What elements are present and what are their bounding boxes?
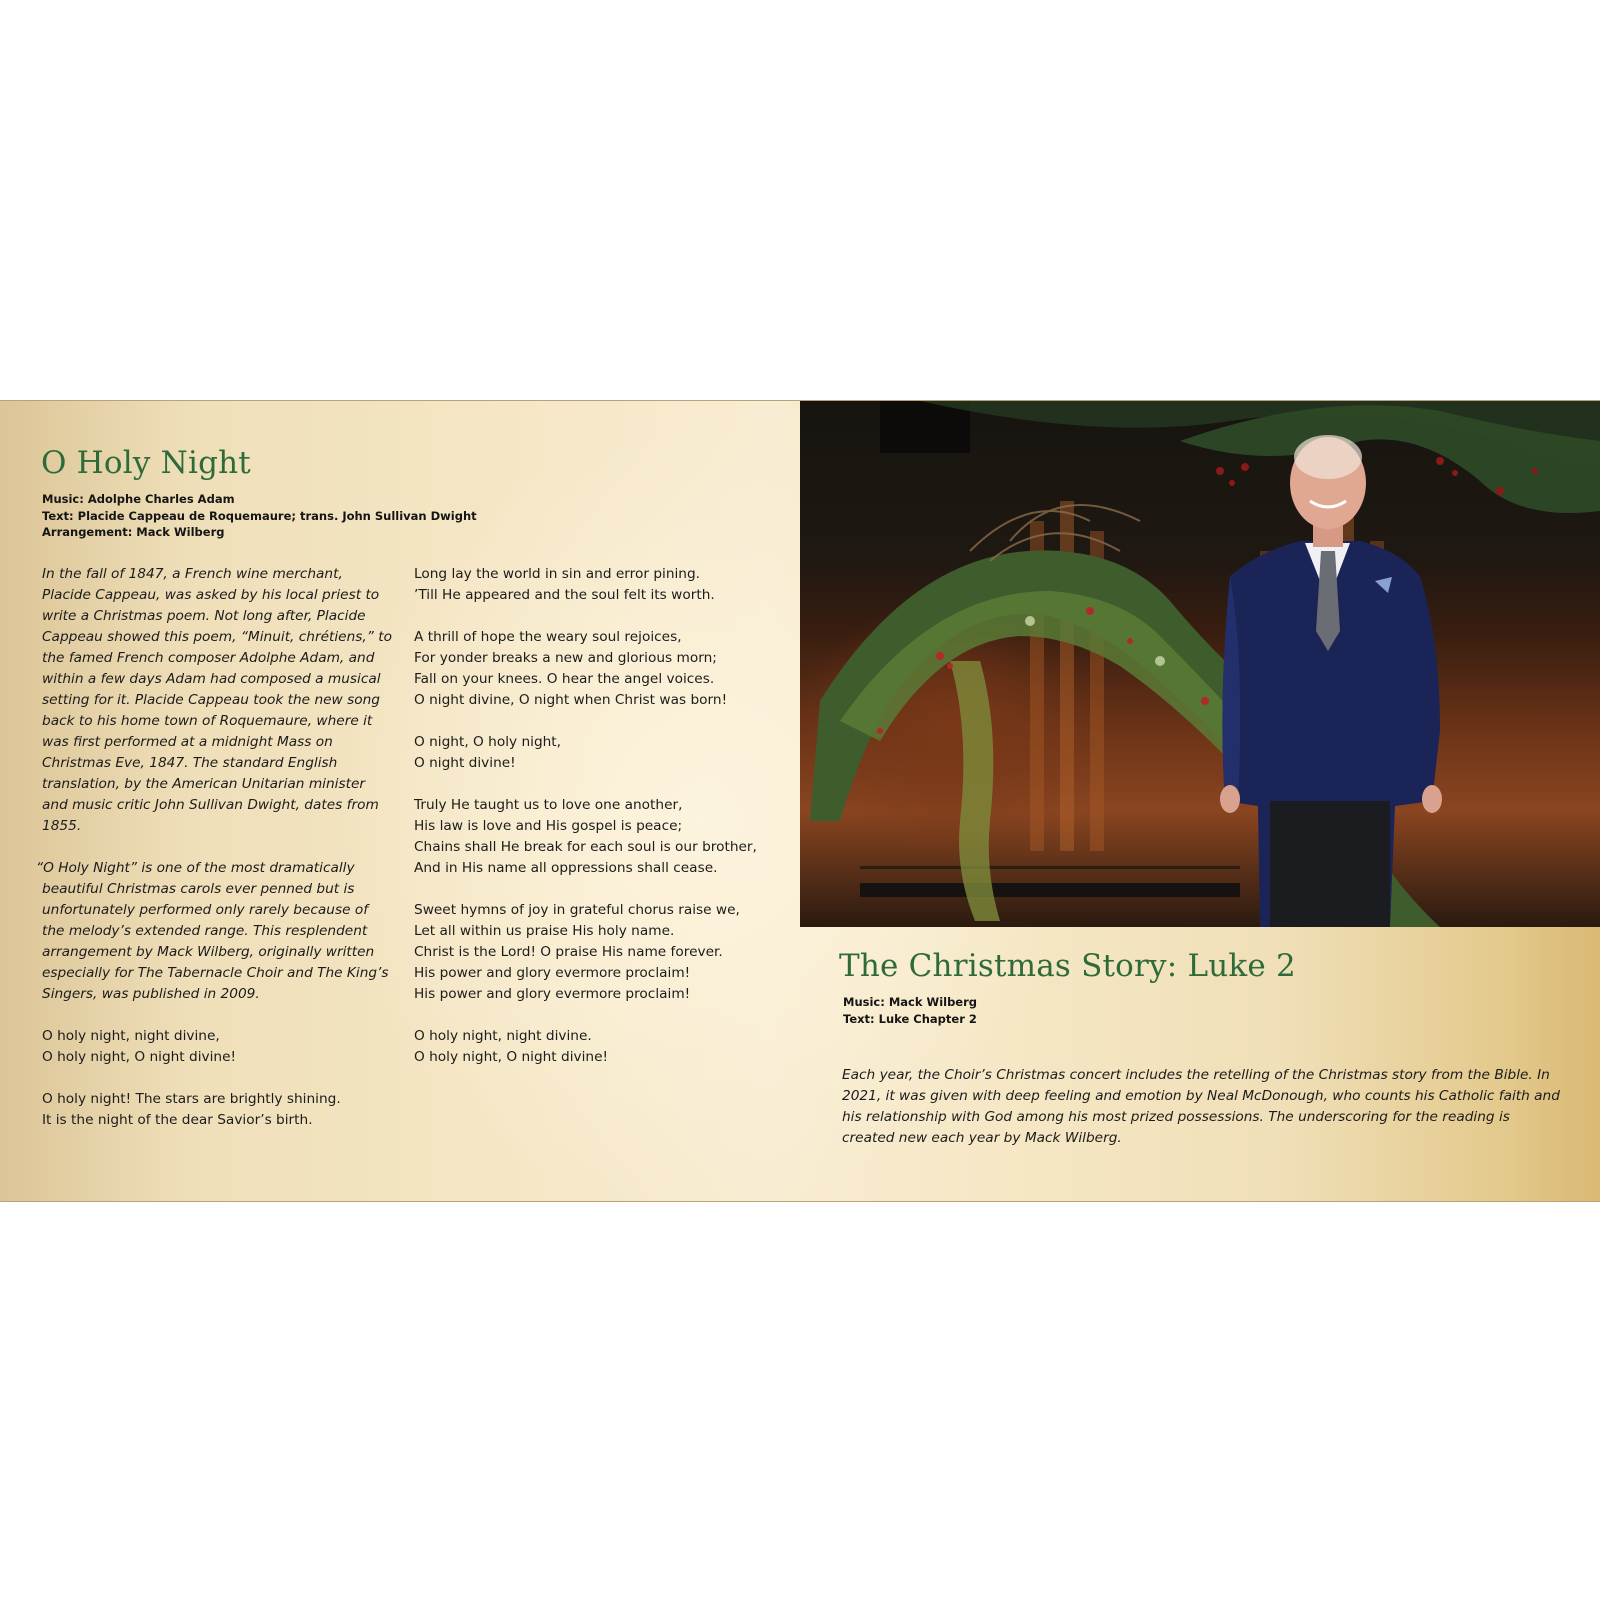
lyric-line: Let all within us praise His holy name. <box>414 923 675 939</box>
lyrics-column-right <box>414 564 774 1089</box>
lyric-line: O holy night, night divine. <box>414 1028 592 1044</box>
credit-text: Text: Luke Chapter 2 <box>843 1011 977 1026</box>
song-title-o-holy-night: O Holy Night <box>41 445 251 481</box>
lyric-line: O night divine, O night when Christ was born! <box>414 692 728 708</box>
lyric-line: Sweet hymns of joy in grateful chorus raise we, <box>414 902 740 918</box>
lyrics-column-left <box>42 1026 382 1152</box>
lyric-line: Fall on your knees. O hear the angel voices. <box>414 671 715 687</box>
lyrics-stanza <box>42 1026 382 1068</box>
lyrics-stanza <box>414 627 774 711</box>
lyric-line: It is the night of the dear Savior’s birth. <box>42 1112 313 1128</box>
lyric-line: A thrill of hope the weary soul rejoices, <box>414 629 682 645</box>
credit-text: Text: Placide Cappeau de Roquemaure; trans. John Sullivan Dwight <box>42 508 477 523</box>
credits-christmas-story <box>843 994 977 1027</box>
christmas-story-notes: Each year, the Choir’s Christmas concert includes the retelling of the Christmas story from the Bible. In 2021, it was given with deep feeling and emotion by Neal McDonough, who counts his Catholic faith and his relationship with God among his most prized possessions. The underscoring for the reading is created new each year by Mack Wilberg. <box>842 1066 1560 1146</box>
song-title-christmas-story: The Christmas Story: Luke 2 <box>839 948 1296 984</box>
lyric-line: For yonder breaks a new and glorious morn; <box>414 650 717 666</box>
lyric-line: His law is love and His gospel is peace; <box>414 818 683 834</box>
lyric-line: ’Till He appeared and the soul felt its worth. <box>414 587 715 603</box>
notes-paragraph-arrangement: “O Holy Night” is one of the most dramatically beautiful Christmas carols ever penned but is unfortunately performed only rarely because of the melody’s extended range. This resplendent arrangement by Mack Wilberg, originally written especially for The Tabernacle Choir and The King’s Singers, was published in 2009. <box>36 860 389 1002</box>
lyric-line: Truly He taught us to love one another, <box>414 797 683 813</box>
lyric-line: And in His name all oppressions shall cease. <box>414 860 718 876</box>
lyric-line: O holy night! The stars are brightly shining. <box>42 1091 341 1107</box>
lyric-line: O holy night, night divine, <box>42 1028 220 1044</box>
booklet-spread <box>0 400 1600 1202</box>
lyric-line: His power and glory evermore proclaim! <box>414 965 691 981</box>
lyrics-stanza <box>42 1089 382 1131</box>
lyrics-stanza <box>414 1026 774 1068</box>
lyric-line: Chains shall He break for each soul is our brother, <box>414 839 757 855</box>
lyric-line: O night, O holy night, <box>414 734 562 750</box>
notes-paragraph-history: In the fall of 1847, a French wine merchant, Placide Cappeau, was asked by his local priest to write a Christmas poem. Not long after, Placide Cappeau showed this poem, “Minuit, chrétiens,” to the famed French composer Adolphe Adam, and within a few days Adam had composed a musical setting for it. Placide Cappeau took the new song back to his home town of Roquemaure, where it was first performed at a midnight Mass on Christmas Eve, 1847. The standard English translation, by the American Unitarian minister and music critic John Sullivan Dwight, dates from 1855. <box>42 566 392 834</box>
lyric-line: O holy night, O night divine! <box>414 1049 608 1065</box>
lyrics-stanza <box>414 795 774 879</box>
credits-o-holy-night <box>42 491 477 541</box>
narrator-photo <box>800 401 1600 927</box>
lyric-line: O holy night, O night divine! <box>42 1049 236 1065</box>
lyrics-stanza <box>414 564 774 606</box>
lyric-line: His power and glory evermore proclaim! <box>414 986 691 1002</box>
credit-music: Music: Adolphe Charles Adam <box>42 492 235 506</box>
lyrics-stanza <box>414 900 774 1005</box>
song-notes <box>36 564 392 1026</box>
lyric-line: Christ is the Lord! O praise His name forever. <box>414 944 723 960</box>
credit-music: Music: Mack Wilberg <box>843 995 978 1009</box>
lyric-line: O night divine! <box>414 755 516 771</box>
lyric-line: Long lay the world in sin and error pining. <box>414 566 701 582</box>
photo-illustration <box>800 401 1600 927</box>
lyrics-stanza <box>414 732 774 774</box>
credit-arrangement: Arrangement: Mack Wilberg <box>42 525 225 539</box>
